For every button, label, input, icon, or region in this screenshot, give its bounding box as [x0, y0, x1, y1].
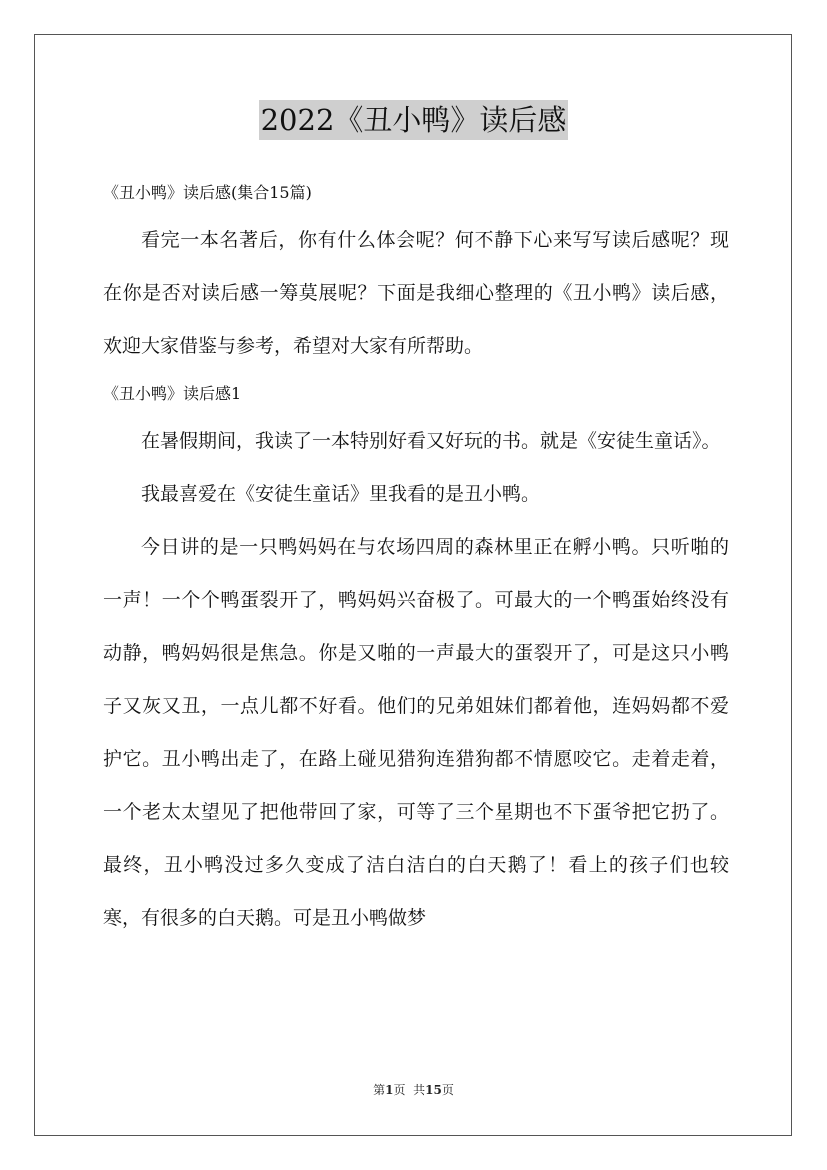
footer-total-pages: 15	[425, 1083, 442, 1097]
section-paragraph-2: 我最喜爱在《安徒生童话》里我看的是丑小鸭。	[141, 483, 541, 505]
footer-page-suffix: 页	[441, 1083, 454, 1097]
footer-page-number: 1	[385, 1083, 394, 1097]
title-wrap	[0, 100, 827, 140]
section-paragraph-1: 在暑假期间，我读了一本特别好看又好玩的书。就是《安徒生童话》。	[141, 430, 721, 452]
footer-page-prefix: 第	[373, 1083, 386, 1097]
footer-page-mid: 页 共	[393, 1083, 426, 1097]
section-paragraph-3: 今日讲的是一只鸭妈妈在与农场四周的森林里正在孵小鸭。只听啪的一声！一个个鸭蛋裂开了，鸭妈妈兴奋极了。可最大的一个鸭蛋始终没有动静，鸭妈妈很是焦急。你是又啪的一声最大的蛋裂开了，可是这只小鸭子又灰又丑，一点儿都不好看。他们的兄弟姐妹们都着他，连妈妈都不爱护它。丑小鸭出走了，在路上碰见猎狗连猎狗都不情愿咬它。走着走着，一个老太太望见了把他带回了家，可等了三个星期也不下蛋爷把它扔了。最终，丑小鸭没过多久变成了洁白洁白的白天鹅了！看上的孩子们也较寒，有很多的白天鹅。可是丑小鸭做梦	[103, 536, 729, 929]
intro-paragraph: 看完一本名著后，你有什么体会呢？何不静下心来写写读后感呢？现在你是否对读后感一筹莫展呢？下面是我细心整理的《丑小鸭》读后感，欢迎大家借鉴与参考，希望对大家有所帮助。	[103, 229, 729, 357]
document-subtitle: 《丑小鸭》读后感(集合15篇)	[103, 183, 312, 202]
document-title: 2022《丑小鸭》读后感	[259, 100, 569, 140]
section-heading: 《丑小鸭》读后感1	[103, 384, 242, 403]
page-footer	[0, 1082, 827, 1098]
document-body	[103, 172, 729, 945]
